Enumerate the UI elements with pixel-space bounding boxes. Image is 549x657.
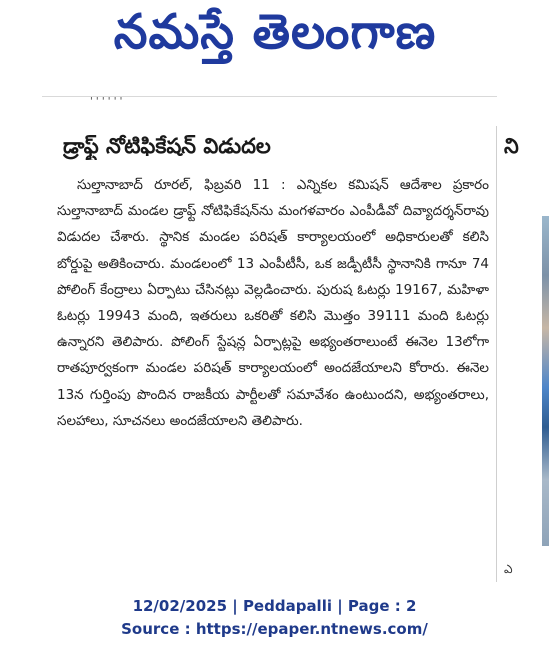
article-body: సుల్తానాబాద్ రూరల్, ఫిబ్రవరి 11 : ఎన్నికల కమిషన్ ఆదేశాల ప్రకారం సుల్తానాబాద్ మండల డ్రాఫ్ట్ నోటిఫికేషన్‌ను మంగళవారం ఎంపీడీవో దివ్యాదర్శన్‌రావు విడుదల చేశారు. స్థానిక మండల పరిషత్ కార్యాలయంలో అధికారులతో కలిసి బోర్డుపై అతికించారు. మండలంలో 13 ఎంపీటీసీ, ఒక జడ్పీటీసీ స్థానానికి గానూ 74 పోలింగ్ కేంద్రాలు ఏర్పాటు చేసినట్లు వెల్లడించారు. పురుష ఓటర్లు 19167, మహిళా ఓటర్లు 19943 మంది, ఇతరులు ఒకరితో కలిసి మొత్తం 39111 మంది ఓటర్లు ఉన్నారని తెలిపారు. పోలింగ్ స్టేషన్ల ఏర్పాట్లపై అభ్యంతరాలుంటే ఈనెల 13లోగా రాతపూర్వకంగా మండల పరిషత్ కార్యాలయంలో అందజేయాలని కోరారు. ఈనెల 13న గుర్తింపు పొందిన రాజకీయ పార్టీలతో సమావేశం ఉంటుందని, అభ్యంతరాలు, సలహాలు, సూచనలు అందజేయాలని తెలిపారు. bbox=[57, 177, 489, 429]
article bbox=[57, 132, 489, 582]
news-clipping bbox=[42, 96, 549, 582]
article-headline: డ్రాఫ్ట్ నోటిఫికేషన్ విడుదల bbox=[63, 134, 271, 158]
adjacent-text: ఎ bbox=[504, 562, 513, 576]
newspaper-masthead: నమస్తే తెలంగాణ bbox=[113, 4, 437, 60]
adjacent-headline: ని bbox=[504, 134, 519, 158]
source-link[interactable]: Source : https://epaper.ntnews.com/ bbox=[121, 620, 428, 638]
adjacent-photo bbox=[542, 216, 549, 546]
edition-info: 12/02/2025 | Peddapalli | Page : 2 bbox=[132, 597, 417, 615]
adjacent-column bbox=[504, 126, 549, 582]
column-divider bbox=[496, 126, 497, 582]
cropped-previous-line: ' ' ' ' ' ' bbox=[90, 96, 123, 107]
